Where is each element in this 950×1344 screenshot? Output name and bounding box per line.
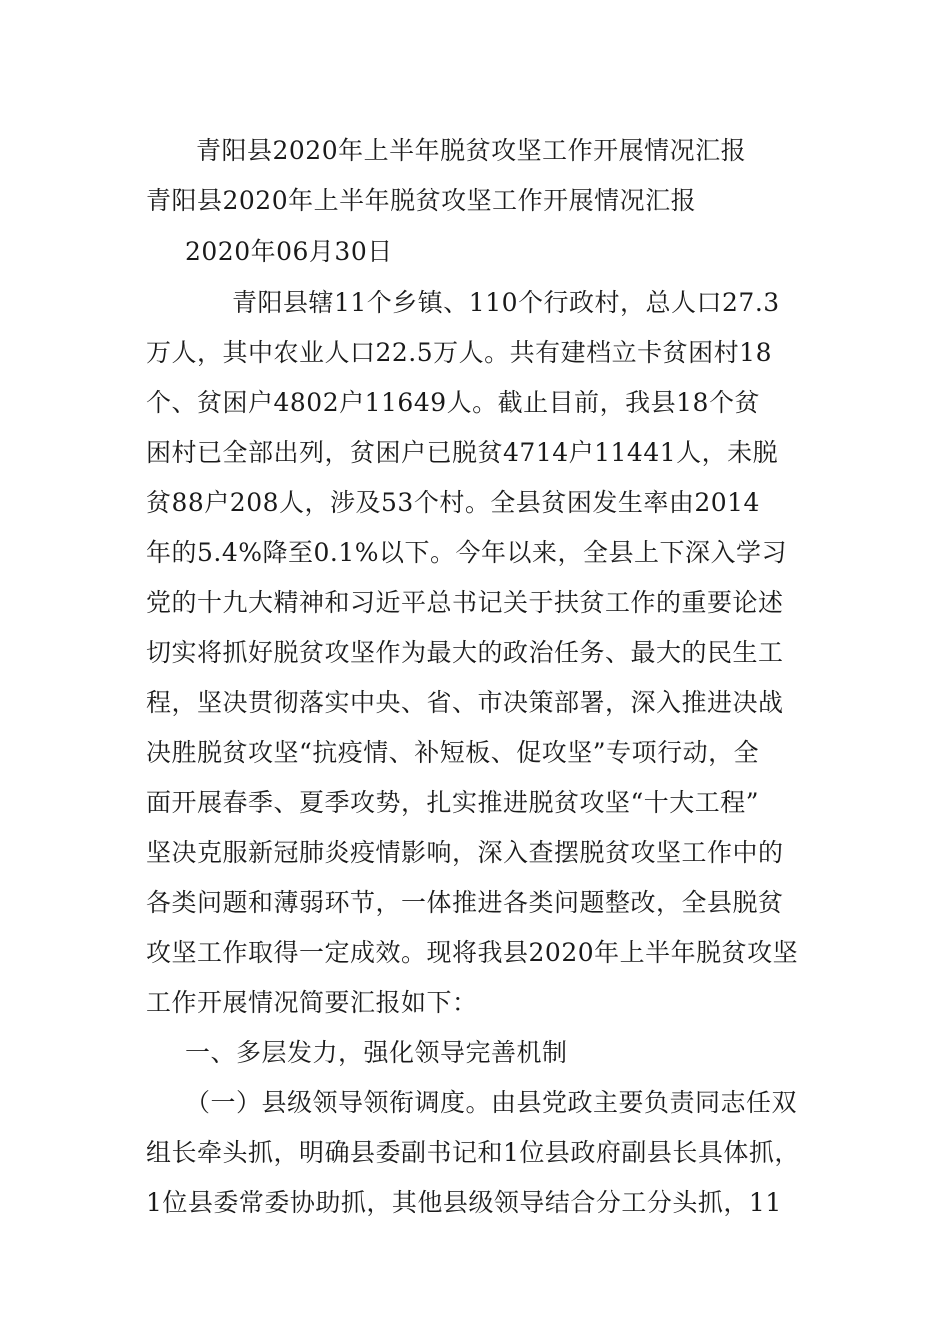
paragraph-line: 青阳县辖11个乡镇、110个行政村，总人口27.3 [232,288,780,317]
paragraph-line: 工作开展情况简要汇报如下： [146,988,478,1017]
paragraph-line: 1位县委常委协助抓，其他县级领导结合分工分头抓，11 [146,1188,782,1217]
paragraph-line: 切实将抓好脱贫攻坚作为最大的政治任务、最大的民生工 [146,638,784,667]
paragraph-line: 坚决克服新冠肺炎疫情影响，深入查摆脱贫攻坚工作中的 [146,838,784,867]
paragraph-line: 攻坚工作取得一定成效。现将我县2020年上半年脱贫攻坚 [146,938,799,967]
paragraph-line: 万人，其中农业人口22.5万人。共有建档立卡贫困村18 [146,338,772,367]
document-subtitle: 青阳县2020年上半年脱贫攻坚工作开展情况汇报 [146,186,697,215]
paragraph-line: 组长牵头抓，明确县委副书记和1位县政府副县长具体抓， [146,1138,800,1167]
paragraph-line: 个、贫困户4802户11649人。截止目前，我县18个贫 [146,388,760,417]
paragraph-line: 程，坚决贯彻落实中央、省、市决策部署，深入推进决战 [146,688,784,717]
paragraph-line: 年的5.4%降至0.1%以下。今年以来，全县上下深入学习 [146,538,788,567]
paragraph-line: 困村已全部出列，贫困户已脱贫4714户11441人，未脱 [146,438,779,467]
document-date: 2020年06月30日 [185,237,393,266]
section-heading: 一、多层发力，强化领导完善机制 [185,1038,568,1067]
paragraph-line: 党的十九大精神和习近平总书记关于扶贫工作的重要论述 [146,588,784,617]
paragraph-line: 面开展春季、夏季攻势，扎实推进脱贫攻坚“十大工程” [146,788,760,817]
paragraph-line: （一）县级领导领衔调度。由县党政主要负责同志任双 [185,1088,798,1117]
paragraph-line: 贫88户208人，涉及53个村。全县贫困发生率由2014 [146,488,760,517]
paragraph-line: 决胜脱贫攻坚“抗疫情、补短板、促攻坚”专项行动，全 [146,738,760,767]
paragraph-line: 各类问题和薄弱环节，一体推进各类问题整改，全县脱贫 [146,888,784,917]
document-title: 青阳县2020年上半年脱贫攻坚工作开展情况汇报 [196,136,747,165]
